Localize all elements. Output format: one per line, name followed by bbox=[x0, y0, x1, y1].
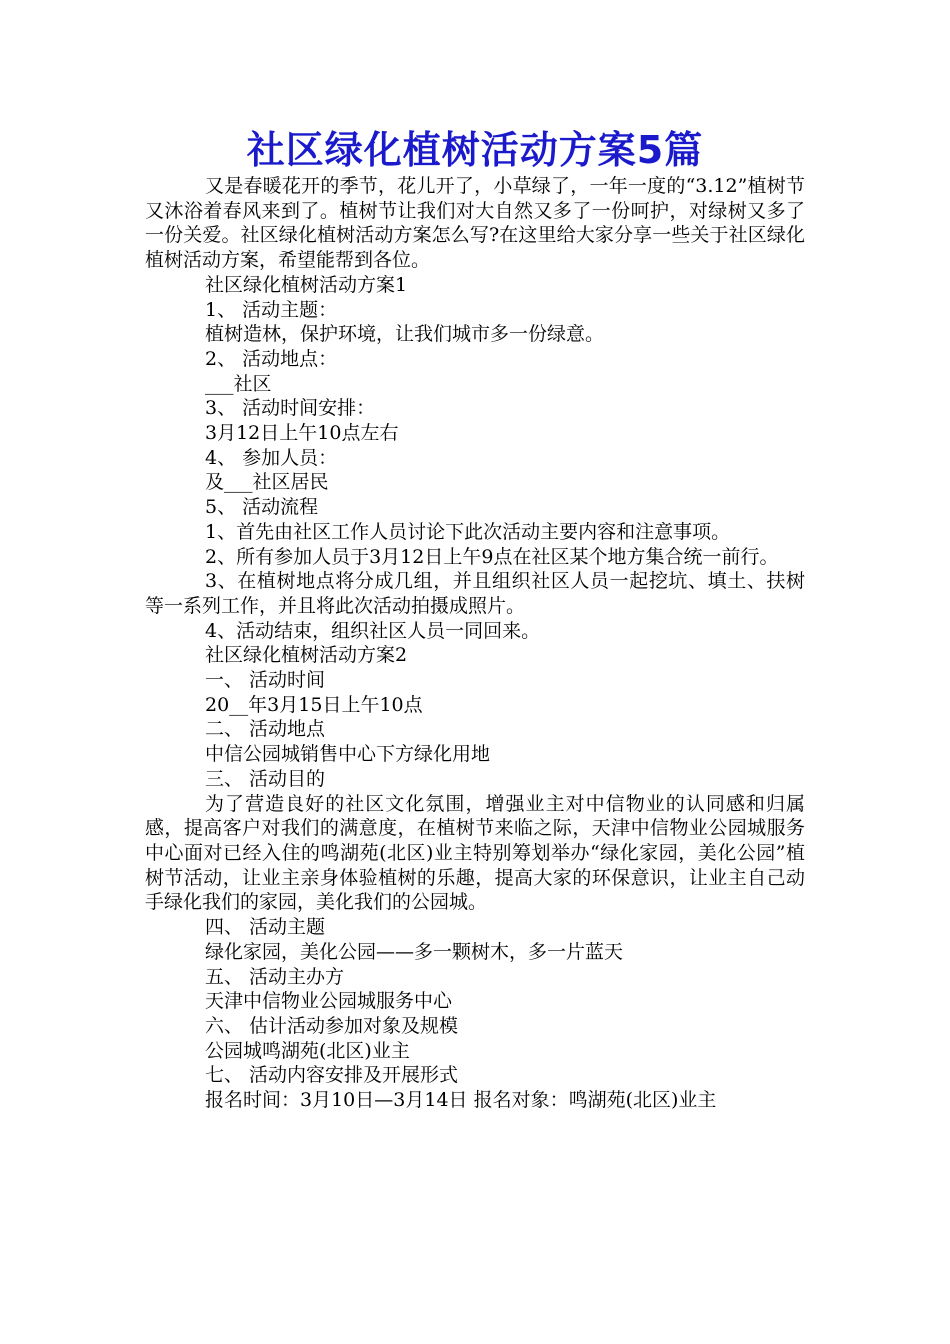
paragraph: 5、 活动流程 bbox=[205, 496, 319, 519]
paragraph: 2、 活动地点： bbox=[205, 347, 338, 370]
paragraph: 1、 活动主题： bbox=[205, 298, 338, 321]
paragraph: 中信公园城销售中心下方绿化用地 bbox=[205, 743, 491, 766]
paragraph: 六、 估计活动参加对象及规模 bbox=[205, 1014, 459, 1037]
paragraph: 二、 活动地点 bbox=[205, 718, 326, 741]
paragraph: 报名时间：3月10日—3月14日 报名对象：鸣湖苑(北区)业主 bbox=[205, 1089, 717, 1112]
paragraph: 七、 活动内容安排及开展形式 bbox=[205, 1064, 459, 1087]
paragraph: 及___社区居民 bbox=[205, 471, 329, 494]
intro-paragraph: 又是春暖花开的季节，花儿开了，小草绿了，一年一度的“3.12”植树节又沐浴着春风来到了。植树节让我们对大自然又多了一份呵护，对绿树又多了一份关爱。社区绿化植树活动方案怎么写?在这里给大家分享一些关于社区绿化植树活动方案，希望能帮到各位。 bbox=[145, 175, 805, 272]
paragraph: 2、所有参加人员于3月12日上午9点在社区某个地方集合统一前行。 bbox=[205, 545, 779, 568]
paragraph: 绿化家园，美化公园——多一颗树木，多一片蓝天 bbox=[205, 940, 624, 963]
paragraph: 4、 参加人员： bbox=[205, 446, 338, 469]
paragraph: 3、在植树地点将分成几组，并且组织社区人员一起挖坑、填土、扶树等一系列工作，并且将此次活动拍摄成照片。 bbox=[145, 570, 805, 617]
paragraph: 4、活动结束，组织社区人员一同回来。 bbox=[205, 619, 541, 642]
paragraph: 1、首先由社区工作人员讨论下此次活动主要内容和注意事项。 bbox=[205, 520, 731, 543]
paragraph: 一、 活动时间 bbox=[205, 669, 326, 692]
paragraph: 3月12日上午10点左右 bbox=[205, 422, 399, 445]
paragraph: 公园城鸣湖苑(北区)业主 bbox=[205, 1039, 410, 1062]
paragraph: 植树造林，保护环境，让我们城市多一份绿意。 bbox=[205, 323, 605, 346]
document-body bbox=[145, 174, 805, 1113]
paragraph: ___社区 bbox=[205, 372, 272, 395]
paragraph: 3、 活动时间安排： bbox=[205, 397, 376, 420]
paragraph: 三、 活动目的 bbox=[205, 767, 326, 790]
paragraph: 五、 活动主办方 bbox=[205, 965, 345, 988]
paragraph: 天津中信物业公园城服务中心 bbox=[205, 990, 453, 1013]
paragraph: 四、 活动主题 bbox=[205, 916, 326, 939]
document-title: 社区绿化植树活动方案5篇 bbox=[246, 128, 704, 172]
paragraph: 20__年3月15日上午10点 bbox=[205, 693, 423, 716]
section-heading-plan-2: 社区绿化植树活动方案2 bbox=[205, 644, 408, 667]
paragraph: 为了营造良好的社区文化氛围，增强业主对中信物业的认同感和归属感，提高客户对我们的满意度，在植树节来临之际，天津中信物业公园城服务中心面对已经入住的鸣湖苑(北区)业主特别筹划举办“绿化家园，美化公园”植树节活动，让业主亲身体验植树的乐趣，提高大家的环保意识，让业主自己动手绿化我们的家园，美化我们的公园城。 bbox=[145, 792, 805, 914]
section-heading-plan-1: 社区绿化植树活动方案1 bbox=[205, 273, 408, 296]
